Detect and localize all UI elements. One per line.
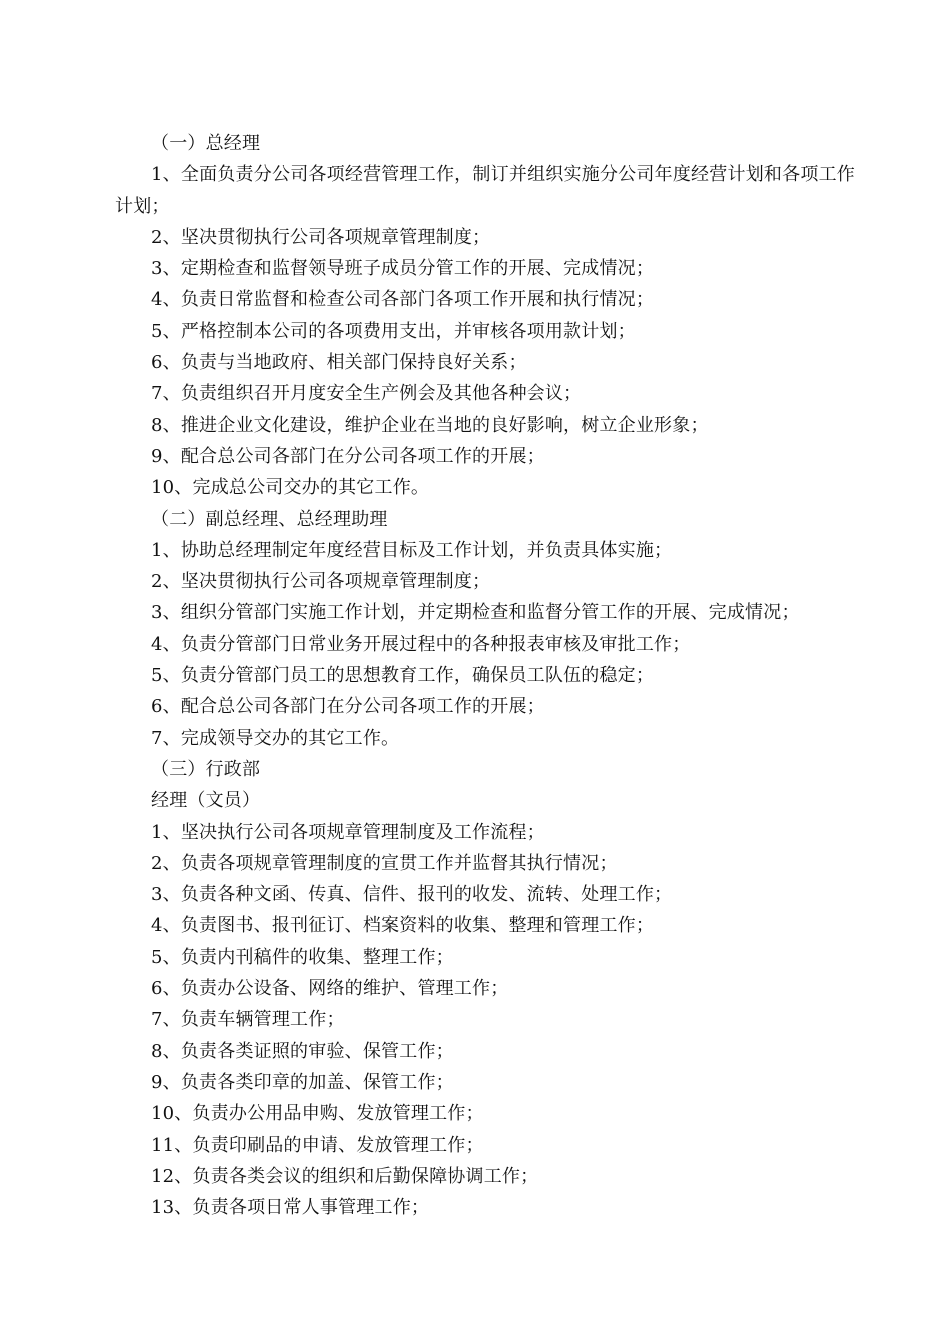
- paragraph: 8、推进企业文化建设，维护企业在当地的良好影响，树立企业形象；: [151, 414, 709, 436]
- paragraph: 5、严格控制本公司的各项费用支出，并审核各项用款计划；: [151, 320, 636, 342]
- paragraph: 6、负责办公设备、网络的维护、管理工作；: [151, 978, 509, 1000]
- section-heading-general-manager: （一）总经理: [151, 133, 261, 154]
- paragraph: 6、负责与当地政府、相关部门保持良好关系；: [151, 352, 527, 374]
- paragraph: 13、负责各项日常人事管理工作；: [151, 1197, 430, 1219]
- paragraph: 3、组织分管部门实施工作计划，并定期检查和监督分管工作的开展、完成情况；: [151, 602, 800, 624]
- paragraph: 7、完成领导交办的其它工作。: [151, 727, 400, 749]
- paragraph: 4、负责图书、报刊征订、档案资料的收集、整理和管理工作；: [151, 915, 655, 937]
- paragraph: 6、配合总公司各部门在分公司各项工作的开展；: [151, 696, 545, 718]
- paragraph: 9、配合总公司各部门在分公司各项工作的开展；: [151, 445, 545, 467]
- subheading-manager-clerk: 经理（文员）: [151, 790, 261, 812]
- paragraph: 5、负责内刊稿件的收集、整理工作；: [151, 946, 454, 968]
- paragraph: 3、负责各种文函、传真、信件、报刊的收发、流转、处理工作；: [151, 884, 673, 906]
- paragraph: 9、负责各类印章的加盖、保管工作；: [151, 1071, 454, 1093]
- paragraph: 1、全面负责分公司各项经营管理工作，制订并组织实施分公司年度经营计划和各项工作计划；: [115, 164, 855, 217]
- paragraph: 2、负责各项规章管理制度的宣贯工作并监督其执行情况；: [151, 852, 618, 874]
- paragraph: 5、负责分管部门员工的思想教育工作，确保员工队伍的稳定；: [151, 665, 655, 687]
- paragraph: 7、负责组织召开月度安全生产例会及其他各种会议；: [151, 383, 582, 405]
- paragraph: 7、负责车辆管理工作；: [151, 1009, 345, 1031]
- section-heading-admin-department: （三）行政部: [151, 758, 261, 780]
- paragraph: 1、坚决执行公司各项规章管理制度及工作流程；: [151, 821, 545, 843]
- section-heading-deputy-manager: （二）副总经理、总经理助理: [151, 508, 388, 530]
- paragraph: 4、负责日常监督和检查公司各部门各项工作开展和执行情况；: [151, 289, 655, 311]
- document-body: [115, 128, 855, 1223]
- paragraph: 10、完成总公司交办的其它工作。: [151, 477, 430, 499]
- paragraph: 2、坚决贯彻执行公司各项规章管理制度；: [151, 571, 491, 593]
- paragraph: 10、负责办公用品申购、发放管理工作；: [151, 1103, 484, 1125]
- paragraph: 4、负责分管部门日常业务开展过程中的各种报表审核及审批工作；: [151, 633, 691, 655]
- paragraph: 11、负责印刷品的申请、发放管理工作；: [151, 1134, 484, 1156]
- paragraph: 1、协助总经理制定年度经营目标及工作计划，并负责具体实施；: [151, 539, 673, 561]
- paragraph: 2、坚决贯彻执行公司各项规章管理制度；: [151, 226, 491, 248]
- paragraph: 8、负责各类证照的审验、保管工作；: [151, 1040, 454, 1062]
- paragraph: 12、负责各类会议的组织和后勤保障协调工作；: [151, 1165, 539, 1187]
- paragraph: 3、定期检查和监督领导班子成员分管工作的开展、完成情况；: [151, 258, 655, 280]
